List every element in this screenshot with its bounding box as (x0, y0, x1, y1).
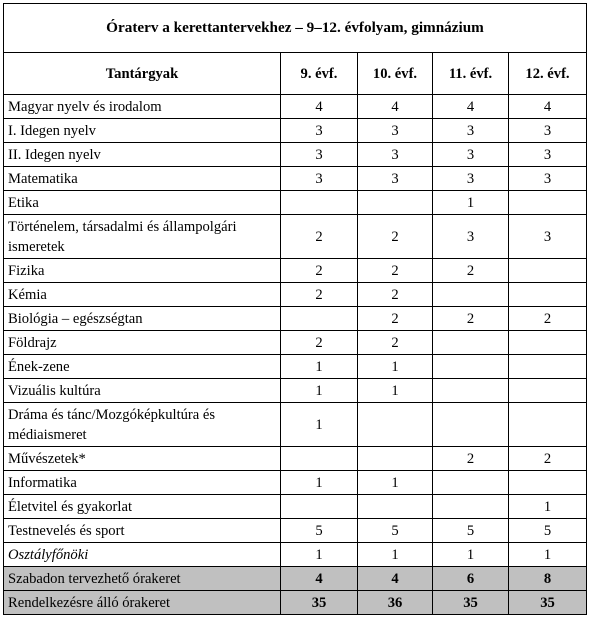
hours-cell-grade-12: 3 (509, 143, 587, 167)
hours-cell-grade-9: 2 (281, 331, 358, 355)
hours-cell-grade-11 (433, 355, 509, 379)
hours-cell-grade-11 (433, 379, 509, 403)
hours-cell-grade-12 (509, 331, 587, 355)
hours-cell-grade-10 (358, 403, 433, 447)
table-row (4, 591, 587, 615)
table-row (4, 567, 587, 591)
hours-cell-grade-10: 2 (358, 259, 433, 283)
subject-cell: Szabadon tervezhető órakeret (4, 567, 281, 591)
hours-cell-grade-11: 3 (433, 167, 509, 191)
hours-cell-grade-10: 1 (358, 355, 433, 379)
hours-cell-grade-10: 2 (358, 283, 433, 307)
table-row (4, 543, 587, 567)
subject-cell: II. Idegen nyelv (4, 143, 281, 167)
subject-cell: Biológia – egészségtan (4, 307, 281, 331)
hours-cell-grade-12 (509, 379, 587, 403)
hours-cell-grade-10: 1 (358, 471, 433, 495)
hours-cell-grade-10: 1 (358, 543, 433, 567)
hours-cell-grade-9 (281, 307, 358, 331)
hours-cell-grade-9: 2 (281, 283, 358, 307)
header-subjects: Tantárgyak (4, 53, 281, 95)
hours-cell-grade-12 (509, 259, 587, 283)
hours-cell-grade-12 (509, 403, 587, 447)
timetable-table (3, 3, 587, 615)
hours-cell-grade-12 (509, 283, 587, 307)
table-row (4, 495, 587, 519)
hours-cell-grade-9: 1 (281, 471, 358, 495)
subject-cell: Matematika (4, 167, 281, 191)
subject-cell: Életvitel és gyakorlat (4, 495, 281, 519)
hours-cell-grade-12: 1 (509, 495, 587, 519)
table-row (4, 119, 587, 143)
hours-cell-grade-10: 2 (358, 215, 433, 259)
hours-cell-grade-12 (509, 191, 587, 215)
subject-cell: I. Idegen nyelv (4, 119, 281, 143)
hours-cell-grade-10: 3 (358, 143, 433, 167)
table-row (4, 379, 587, 403)
hours-cell-grade-12: 1 (509, 543, 587, 567)
hours-cell-grade-12: 4 (509, 95, 587, 119)
hours-cell-grade-9: 35 (281, 591, 358, 615)
hours-cell-grade-9: 5 (281, 519, 358, 543)
subject-cell: Művészetek* (4, 447, 281, 471)
hours-cell-grade-11: 6 (433, 567, 509, 591)
subject-cell: Kémia (4, 283, 281, 307)
hours-cell-grade-11: 1 (433, 191, 509, 215)
table-row (4, 215, 587, 259)
hours-cell-grade-11: 1 (433, 543, 509, 567)
hours-cell-grade-10 (358, 447, 433, 471)
table-title: Óraterv a kerettantervekhez – 9–12. évfolyam, gimnázium (4, 4, 587, 53)
hours-cell-grade-10: 4 (358, 95, 433, 119)
subject-cell: Informatika (4, 471, 281, 495)
hours-cell-grade-11: 35 (433, 591, 509, 615)
hours-cell-grade-11 (433, 471, 509, 495)
hours-cell-grade-9: 4 (281, 95, 358, 119)
hours-cell-grade-9: 1 (281, 403, 358, 447)
header-grade-9: 9. évf. (281, 53, 358, 95)
document-page (3, 3, 587, 615)
hours-cell-grade-12: 2 (509, 447, 587, 471)
hours-cell-grade-12 (509, 471, 587, 495)
subject-cell: Ének-zene (4, 355, 281, 379)
subject-cell: Földrajz (4, 331, 281, 355)
table-row (4, 95, 587, 119)
subject-cell: Történelem, társadalmi és állampolgári ismeretek (4, 215, 281, 259)
table-row (4, 471, 587, 495)
table-row (4, 403, 587, 447)
subject-cell: Testnevelés és sport (4, 519, 281, 543)
hours-cell-grade-10: 5 (358, 519, 433, 543)
subject-cell: Dráma és tánc/Mozgóképkultúra és médiaismeret (4, 403, 281, 447)
subject-cell: Rendelkezésre álló órakeret (4, 591, 281, 615)
subject-cell: Osztályfőnöki (4, 543, 281, 567)
hours-cell-grade-9: 2 (281, 259, 358, 283)
header-row (4, 53, 587, 95)
hours-cell-grade-11: 3 (433, 215, 509, 259)
table-row (4, 167, 587, 191)
subject-cell: Magyar nyelv és irodalom (4, 95, 281, 119)
hours-cell-grade-11: 2 (433, 259, 509, 283)
hours-cell-grade-12: 35 (509, 591, 587, 615)
hours-cell-grade-10: 2 (358, 331, 433, 355)
hours-cell-grade-10: 2 (358, 307, 433, 331)
hours-cell-grade-9: 1 (281, 379, 358, 403)
hours-cell-grade-12: 3 (509, 119, 587, 143)
hours-cell-grade-11: 4 (433, 95, 509, 119)
hours-cell-grade-10: 3 (358, 119, 433, 143)
hours-cell-grade-11 (433, 403, 509, 447)
hours-cell-grade-9: 3 (281, 119, 358, 143)
hours-cell-grade-10 (358, 495, 433, 519)
hours-cell-grade-12: 3 (509, 215, 587, 259)
hours-cell-grade-12: 5 (509, 519, 587, 543)
header-grade-10: 10. évf. (358, 53, 433, 95)
subject-cell: Vizuális kultúra (4, 379, 281, 403)
hours-cell-grade-11 (433, 331, 509, 355)
table-row (4, 355, 587, 379)
table-row (4, 519, 587, 543)
hours-cell-grade-12: 2 (509, 307, 587, 331)
hours-cell-grade-11 (433, 495, 509, 519)
header-grade-11: 11. évf. (433, 53, 509, 95)
hours-cell-grade-12 (509, 355, 587, 379)
subject-cell: Fizika (4, 259, 281, 283)
header-grade-12: 12. évf. (509, 53, 587, 95)
hours-cell-grade-9: 3 (281, 143, 358, 167)
hours-cell-grade-9 (281, 191, 358, 215)
hours-cell-grade-11: 2 (433, 447, 509, 471)
hours-cell-grade-10 (358, 191, 433, 215)
table-row (4, 283, 587, 307)
table-row (4, 331, 587, 355)
table-row (4, 191, 587, 215)
hours-cell-grade-9: 3 (281, 167, 358, 191)
hours-cell-grade-9 (281, 447, 358, 471)
table-row (4, 307, 587, 331)
hours-cell-grade-9: 2 (281, 215, 358, 259)
table-row (4, 143, 587, 167)
hours-cell-grade-11: 3 (433, 143, 509, 167)
hours-cell-grade-10: 4 (358, 567, 433, 591)
hours-cell-grade-12: 3 (509, 167, 587, 191)
hours-cell-grade-9: 4 (281, 567, 358, 591)
hours-cell-grade-11: 5 (433, 519, 509, 543)
hours-cell-grade-11 (433, 283, 509, 307)
hours-cell-grade-10: 3 (358, 167, 433, 191)
hours-cell-grade-11: 2 (433, 307, 509, 331)
table-row (4, 447, 587, 471)
hours-cell-grade-10: 1 (358, 379, 433, 403)
hours-cell-grade-11: 3 (433, 119, 509, 143)
subject-cell: Etika (4, 191, 281, 215)
hours-cell-grade-12: 8 (509, 567, 587, 591)
hours-cell-grade-9: 1 (281, 543, 358, 567)
hours-cell-grade-9 (281, 495, 358, 519)
hours-cell-grade-9: 1 (281, 355, 358, 379)
table-row (4, 259, 587, 283)
hours-cell-grade-10: 36 (358, 591, 433, 615)
